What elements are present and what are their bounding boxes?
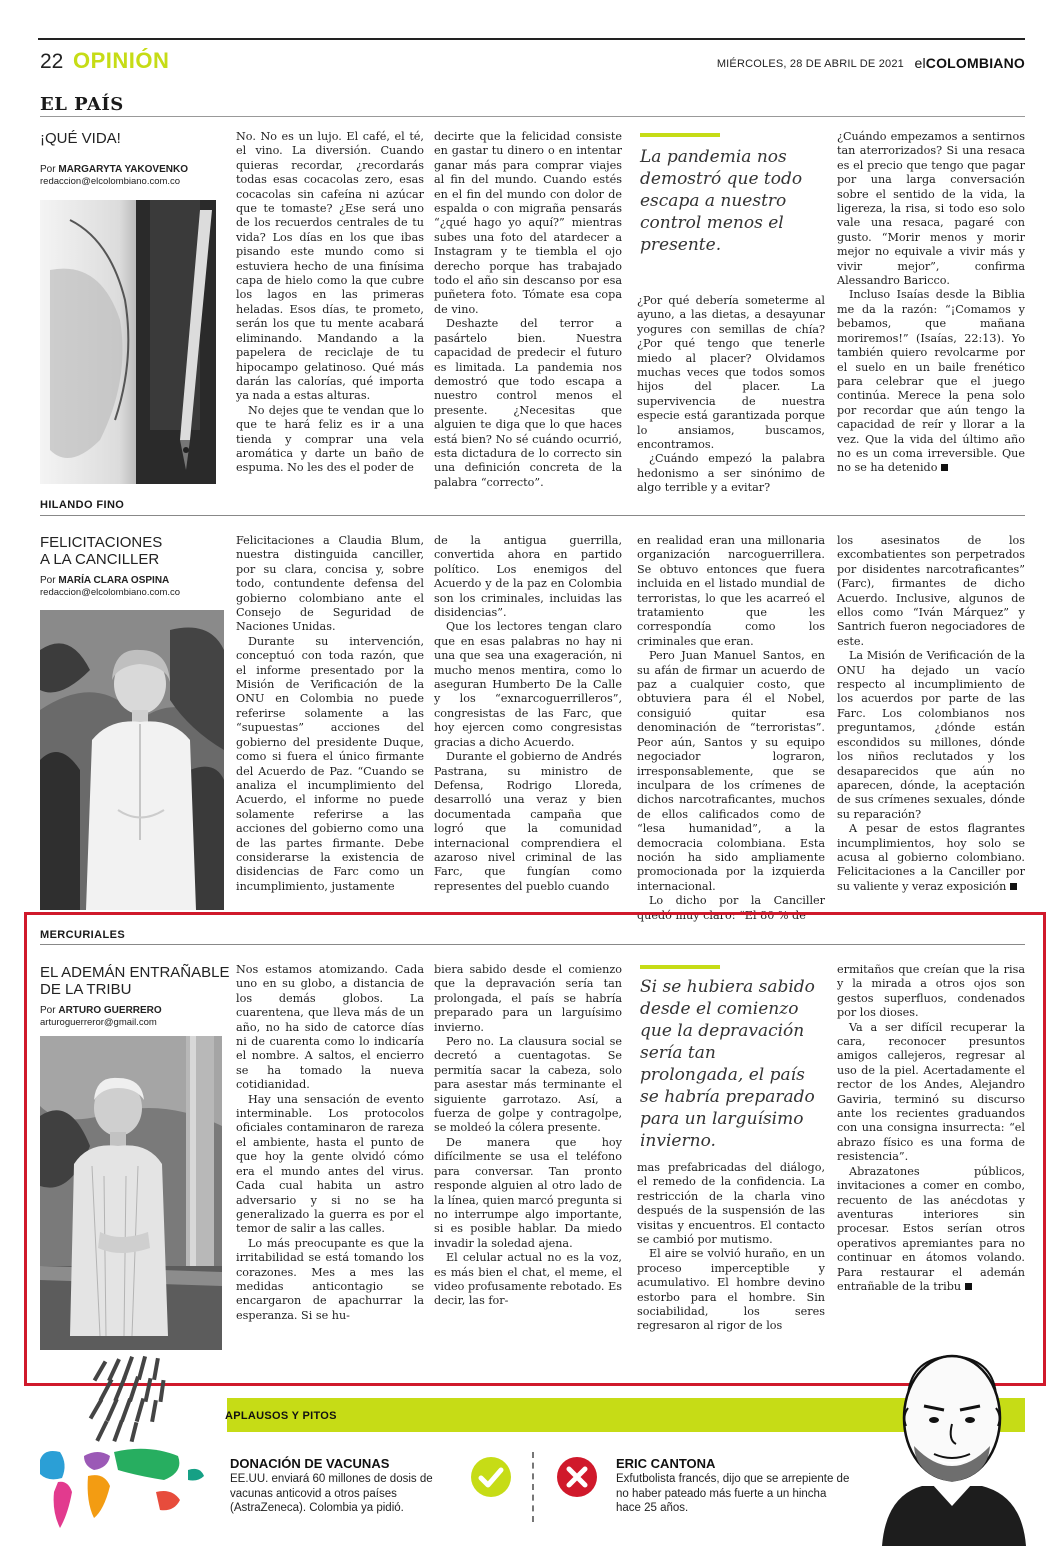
article3-slug-rule xyxy=(40,944,1025,945)
article1-col2-para2: Deshazte del terror a pasártelo bien. Nuestra capacidad de predecir el futuro es limitada. La pandemia nos demostró que todo escapa a nuestro control menos el presente. ¿Necesitas que alguien te diga que lo que haces está bien? No sé cuándo ocurrió, esta dictadura de lo correcto sin una definición concreta de la palabra “correcto”. xyxy=(434,317,622,489)
world-vaccine-illustration xyxy=(38,1352,218,1542)
item1-text: EE.UU. enviará 60 millones de dosis de vacunas anticovid a otros países (AstraZeneca). Colombia ya pidió. xyxy=(230,1473,433,1514)
article2-slug-rule xyxy=(40,515,1025,516)
masthead-rule xyxy=(40,116,1025,117)
article1-col4-para1: ¿Cuándo empezamos a sentirnos tan aterrorizados? Si una resaca es el precio que tengo que pagar por una larga conversación sobre el sentido de la vida, la ligereza, la risa, si todo eso solo vale una resaca, pagaré con gusto. “Morir menos y morir mejor no equivale a vivir más y vivir mejor”, confirma Alessandro Baricco. xyxy=(837,130,1025,288)
article2-title-line1: FELICITACIONES xyxy=(40,534,163,551)
article1-illustration xyxy=(40,200,216,484)
article1-column-3 xyxy=(637,294,825,495)
article2-column-3 xyxy=(637,534,825,922)
article1-col3-para2: ¿Cuándo empezó la palabra hedonismo a ser sinónimo de algo terrible y a evitar? xyxy=(637,452,825,495)
article2-column-4 xyxy=(837,534,1025,908)
article2-email: redaccion@elcolombiano.com.co xyxy=(40,587,181,598)
article3-col2-para2: Pero no. La clausura social se decretó a cuentagotas. Se permitía sacar la cabeza, solo para asestar más terminante el siguiente garrotazo. Así, a fuerza de golpe y contragolpe, se moldeó la cólera presente. xyxy=(434,1035,622,1135)
edition-date: MIÉRCOLES, 28 DE ABRIL DE 2021 xyxy=(716,58,904,70)
article1-col3-para1: ¿Por qué debería someterme al ayuno, a las dietas, a desayunar yogures con semillas de chía? ¿Por qué tengo que tenerle miedo al placer? Olvidamos muchas veces que todos somos hijos del placer. La supervivencia de nuestra especie está garantizada porque lo ansiamos, buscamos, encontramos. xyxy=(637,294,825,452)
article3-col1-para2: Hay una sensación de evento interminable. Los protocolos oficiales contaminaron de rareza el ambiente, hasta el punto de que hoy la gente olvidó cómo era el mundo antes del virus. Cada cual habita un astro adversario y si no se ha generalizado la guerra es por el temor de salir a las calles. xyxy=(236,1092,424,1236)
source-masthead: EL PAÍS xyxy=(40,94,124,115)
item2-title: ERIC CANTONA xyxy=(616,1456,716,1471)
article1-col4-para2: Incluso Isaías desde la Biblia me da la razón: “¡Comamos y bebamos, que mañana moriremos!” (Isaías, 22:13). Yo también quiero revolcarme por el suelo en un baile frenético para celebrar que el juego continúa. Merece la pena solo por recordar que aún tengo la capacidad de reír y llorar a la vez. Que la vida del último año no es un coma irreversible. Que no se ha detenido xyxy=(837,288,1025,475)
article2-col2-para3: Durante el gobierno de Andrés Pastrana, su ministro de Defensa, Rodrigo Lloreda, desarrolló una veraz y bien documentada campaña que logró que la comunidad internacional comprendiera el azaroso nivel criminal de las Farc, que fungían como representes del pueblo cuando xyxy=(434,750,622,893)
cross-icon xyxy=(556,1456,598,1502)
item2-text: Exfutbolista francés, dijo que se arrepiente de no haber pateado más fuerte a un hincha hace 25 años. xyxy=(616,1473,850,1514)
article1-column-2 xyxy=(434,130,622,490)
article3-pullquote: Si se hubiera sabido desde el comienzo que la depravación sería tan prolongada, el país se habría preparado para un larguísimo invierno. xyxy=(640,977,815,1151)
article2-slug: HILANDO FINO xyxy=(40,499,125,511)
end-mark-icon xyxy=(965,1283,972,1290)
aplausos-label: APLAUSOS Y PITOS xyxy=(225,1410,337,1422)
article2-title xyxy=(40,534,162,568)
article3-slug: MERCURIALES xyxy=(40,929,126,941)
article1-pullquote: La pandemia nos demostró que todo escapa a nuestro control menos el presente. xyxy=(640,147,803,255)
article1-column-1 xyxy=(236,130,424,490)
article3-column-3 xyxy=(637,1161,825,1355)
article3-column-1 xyxy=(236,963,424,1355)
article2-col3-para2: Pero Juan Manuel Santos, en su afán de firmar un acuerdo de paz a cualquier costo, que obtuviera para él el Nobel, consiguió quitar esa denominación de “terroristas”. Peor aún, Santos y su equipo negociador lograron, irresponsablemente, que se inculpara de los crímenes de dichos narcotraficantes, muchos de ellos calificados como de “lesa humanidad”, a la democracia colombiana. Esta noción ha sido ampliamente promocionada por la izquierda internacional. xyxy=(637,649,825,893)
article1-byline: Por MARGARYTA YAKOVENKO xyxy=(40,164,188,175)
article1-col1-para2: No dejes que te vendan que lo que te hará feliz es ir a una tienda y comprar una vela aromática y darte un baño de espuma. No les des el poder de xyxy=(236,403,424,475)
brand-name: COLOMBIANO xyxy=(925,55,1025,71)
article3-col2-para1: biera sabido desde el comienzo que la depravación sería tan prolongada, el país se habría preparado para un larguísimo invierno. xyxy=(434,963,622,1034)
item1-title: DONACIÓN DE VACUNAS xyxy=(230,1456,390,1471)
article2-col3-para1: en realidad eran una millonaria organización narcoguerrillera. Se obtuvo entonces que fuera incluida en el listado mundial de terroristas, lo que les acarreó el tratamiento que les correspondía como los criminales que eran. xyxy=(637,534,825,648)
article3-email: arturoguerreror@gmail.com xyxy=(40,1017,157,1028)
article1-email: redaccion@elcolombiano.com.co xyxy=(40,176,181,187)
page-number: 22 xyxy=(40,50,64,73)
aplausos-divider xyxy=(532,1452,534,1522)
article2-byline: Por MARÍA CLARA OSPINA xyxy=(40,575,170,586)
article1-author: MARGARYTA YAKOVENKO xyxy=(58,164,188,175)
article3-column-4 xyxy=(837,963,1025,1355)
article3-col3-para2: El aire se volvió huraño, en un proceso imperceptible y acumulativo. El hombre devino estorbo para el hombre. Sin sociabilidad, los seres regresaron al rigor de los xyxy=(637,1247,825,1333)
article3-col3-para1: mas prefabricadas del diálogo, el remedo de la confidencia. La restricción de la charla vino después de la suspensión de las visitas y encuentros. El contacto se cambió por mutismo. xyxy=(637,1161,825,1247)
article3-col1-para3: Lo más preocupante es que la irritabilidad se está tomando los corazones. Mes a mes las medidas anticontagio se encargaron de apachurrar la esperanza. Si se hu- xyxy=(236,1236,424,1322)
article3-title xyxy=(40,964,230,998)
brand-prefix: el xyxy=(914,55,926,71)
article2-author-photo xyxy=(40,610,224,910)
article2-col2-para2: Que los lectores tengan claro que en esas palabras no hay ni una que sea una exageración, ni mucho menos mentira, como lo aseguran Humberto De la Calle y los “exnarcoguerrilleros”, congresistas de las Farc, que hoy ejercen como congresistas gracias a dicho Acuerdo. xyxy=(434,620,622,749)
check-icon xyxy=(470,1456,512,1502)
article3-col4-para3: Abrazatones públicos, invitaciones a comer en combo, recuento de las anécdotas y aventuras interiores sin procesar. Estos serían otros operativos apremiantes para no continuar en átomos volando. Para restaurar el ademán entrañable de la tribu xyxy=(837,1164,1025,1293)
article3-title-line1: EL ADEMÁN ENTRAÑABLE xyxy=(40,964,230,981)
article2-author: MARÍA CLARA OSPINA xyxy=(58,575,170,586)
article3-author-photo xyxy=(40,1036,222,1350)
article2-col4-para1: los asesinatos de los excombatientes son perpetrados por disidentes narcotraficantes” (Farc), firmantes de dicho Acuerdo. Inclusive, algunos de ellos como “Iván Márquez” y Santrich fueron negociadores de este. xyxy=(837,534,1025,648)
newspaper-brand xyxy=(914,55,1025,71)
article3-col4-para2: Va a ser difícil recuperar la cara, reconocer presuntos amigos callejeros, regresar al uso de la piel. Acertadamente el rector de los Andes, Alejandro Gaviria, terminó su discurso ante los recientes graduandos con una consigna insurrecta: “el abrazo físico es una forma de resistencia”. xyxy=(837,1020,1025,1164)
article2-column-1 xyxy=(236,534,424,908)
article2-column-2 xyxy=(434,534,622,908)
article3-col4-para1: ermitaños que creían que la risa y la mirada a otros ojos son gestos superfluos, condenados por los dioses. xyxy=(837,963,1025,1020)
section-name: OPINIÓN xyxy=(73,48,170,73)
article3-byline: Por ARTURO GUERRERO xyxy=(40,1005,162,1016)
article3-col2-para4: El celular actual no es la voz, es más bien el chat, el meme, el video profusamente rebotado. Es decir, las for- xyxy=(434,1251,622,1308)
article2-col2-para1: de la antigua guerrilla, convertida ahora en partido político. Los enemigos del Acuerdo y de la paz en Colombia son los criminales, incluidas las disidencias”. xyxy=(434,534,622,620)
article2-title-line2: A LA CANCILLER xyxy=(40,551,160,568)
article1-pullquote-bar xyxy=(640,133,720,137)
article1-col2-para1: decirte que la felicidad consiste en gastar tu dinero o en intentar ganar más para comprar viajes al fin del mundo. Cuando estés en el fin del mundo con dolor de espalda o con migraña pensarás “¿qué hago yo aquí?” mientras subes una foto del atardecer a Instagram y te tiembla el ojo derecho porque has trabajado todo el año sin descanso por esa puñetera foto. Tómate esa copa de vino. xyxy=(434,130,622,316)
article2-col4-para2: La Misión de Verificación de la ONU ha dejado un vacío respecto al incumplimiento de los acuerdos por parte de las Farc. Los colombianos nos preguntamos, ¿dónde están escondidos su millones, dónde los niños reclutados y los desaparecidos que aún no aparecen, dónde, la aceptación de sus crímenes sexuales, dónde su reparación? xyxy=(837,649,1025,821)
article3-title-line2: DE LA TRIBU xyxy=(40,981,132,998)
article3-pullquote-bar xyxy=(640,965,720,969)
header-top-rule xyxy=(38,38,1025,40)
article2-col4-para3: A pesar de estos flagrantes incumplimientos, hoy solo se acusa al gobierno colombiano. Felicitaciones a la Canciller por su valiente y veraz exposición xyxy=(837,822,1025,893)
article1-title: ¡QUÉ VIDA! xyxy=(40,130,121,147)
end-mark-icon xyxy=(1010,883,1017,890)
article2-col1-para2: Durante su intervención, conceptuó con toda razón, que el informe presentado por la Misión de Verificación de la ONU en Colombia no puede referirse solamente a las “supuestas” acciones del gobierno del presidente Duque, como si fuera el único firmante del Acuerdo de Paz. “Cuando se analiza el incumplimiento del Acuerdo, el informe no puede solamente referirse a las acciones del gobierno como una de las partes firmante. Debe considerarse la existencia de disidencias de Farc como un incumplimiento, justamente xyxy=(236,634,424,893)
article3-col2-para3: De manera que hoy difícilmente se usa el teléfono para conversar. Tan pronto responde alguien al otro lado de la línea, quien marcó pregunta si no interrumpe algo importante, si es posible hablar. Da miedo invadir la soledad ajena. xyxy=(434,1135,622,1250)
article3-author: ARTURO GUERRERO xyxy=(58,1005,162,1016)
article1-col1-para1: No. No es un lujo. El café, el té, el vino. La diversión. Cuando quieras recordar, ¿recordarás todas esas cocacolas zero, esas cocacolas sin cafeína ni azúcar que te tomaste? ¿Ese será uno de los recuerdos centrales de tu vida? Los días en los que ibas pisando este mundo como si estuviera hecho de una finísima capa de hielo como la que cubre los lagos en las primeras heladas. Esos días, te prometo, serán los que tu mente acabará eliminando. Mandando a la papelera de reciclaje de tu hipocampo gelatinoso. Qué más darán las calorías, qué importa ya nada a estas alturas. xyxy=(236,130,424,403)
article2-col1-para1: Felicitaciones a Claudia Blum, nuestra distinguida canciller, por su clara, concisa y, sobre todo, contundente defensa del gobierno colombiano ante el Consejo de Seguridad de Naciones Unidas. xyxy=(236,534,424,634)
article3-column-2 xyxy=(434,963,622,1355)
caricature-illustration xyxy=(872,1336,1032,1546)
article2-col3-para3: Lo dicho por la Canciller quedó muy claro: “El 80 % de xyxy=(637,894,825,922)
article3-col1-para1: Nos estamos atomizando. Cada uno en su globo, a distancia de los demás globos. La cuarentena, que lleva más de un año, no ha sido de catorce días ni de cuarenta como lo indicaría el nombre. A saltos, el encierro se ha tomado la nueva cotidianidad. xyxy=(236,963,424,1092)
end-mark-icon xyxy=(941,464,948,471)
article1-column-4 xyxy=(837,130,1025,490)
